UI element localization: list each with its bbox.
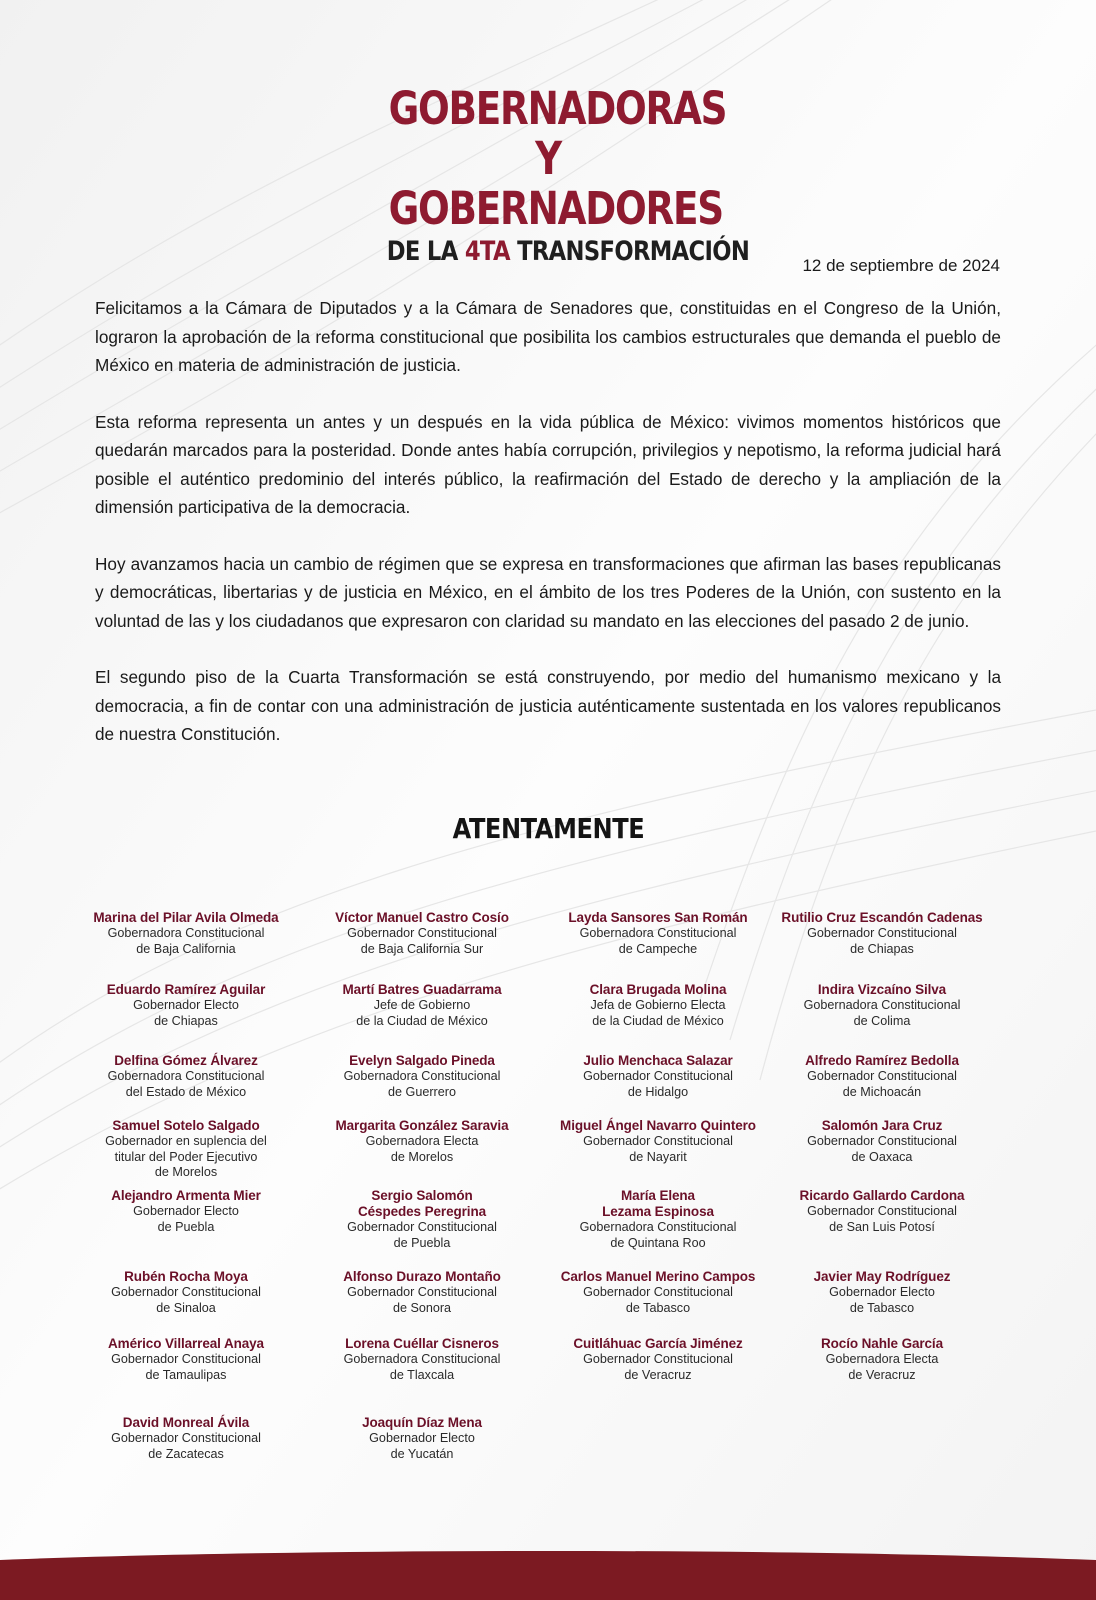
paragraph-3: Hoy avanzamos hacia un cambio de régimen que se expresa en transformaciones que afirman las bases republicanas y democráticas, libertarias y de justicia en México, en el ámbito de los tres Poderes de la Unión, con sustento en la voluntad de las y los ciudadanos que expresaron con claridad su mandato en las elecciones del pasado 2 de junio. <box>95 553 1001 631</box>
signatory-role: de Tamaulipas <box>145 1367 227 1382</box>
signatory-role: de Colima <box>853 1013 911 1028</box>
signatory-name: Eduardo Ramírez Aguilar <box>106 982 266 997</box>
signatory-role: titular del Poder Ejecutivo <box>114 1149 258 1164</box>
signatory-name: Alfonso Durazo Montaño <box>343 1269 501 1284</box>
signatory-name: Evelyn Salgado Pineda <box>349 1053 495 1068</box>
signatory-role: del Estado de México <box>125 1084 247 1099</box>
signatory-name: Rubén Rocha Moya <box>124 1269 248 1284</box>
signatory-name: Cuitláhuac García Jiménez <box>573 1336 743 1351</box>
signatory-role: Gobernador Constitucional <box>583 1134 733 1148</box>
signatory-role: de Oaxaca <box>851 1149 913 1164</box>
signatory <box>764 1053 1000 1100</box>
signatory-role: Gobernador Constitucional <box>583 1285 733 1299</box>
signatory-role: Gobernadora Constitucional <box>343 1352 501 1366</box>
signatory-role: Gobernadora Constitucional <box>803 998 961 1012</box>
signatory <box>540 1053 776 1100</box>
signatory-role: Gobernador Electo <box>369 1431 475 1445</box>
signatory <box>304 1336 540 1383</box>
signatory-role: de Michoacán <box>842 1084 922 1099</box>
signatory-role: Gobernador Constitucional <box>347 1220 497 1234</box>
signatory <box>68 1053 304 1100</box>
signatory-role: Gobernador Constitucional <box>807 1204 957 1218</box>
signatory <box>304 910 540 957</box>
signatory-name: Rocío Nahle García <box>821 1336 943 1351</box>
signatory <box>540 1336 776 1383</box>
signatory-role: Gobernadora Constitucional <box>579 926 737 940</box>
document-date: 12 de septiembre de 2024 <box>802 256 1000 275</box>
signatory-role: Gobernador Electo <box>133 1204 239 1218</box>
signatory-name: Indira Vizcaíno Silva <box>817 982 947 997</box>
signatory <box>540 1188 776 1251</box>
signatory <box>540 910 776 957</box>
signatory-role: Gobernadora Constitucional <box>579 1220 737 1234</box>
signatory <box>540 1269 776 1316</box>
signatory-role: de Tabasco <box>625 1300 691 1315</box>
signatory-name: Samuel Sotelo Salgado <box>112 1118 260 1133</box>
signatory-role: de Morelos <box>154 1165 218 1179</box>
signatory-role: de San Luis Potosí <box>829 1219 935 1234</box>
signatory-role: Gobernador Constitucional <box>347 1285 497 1299</box>
signatory-role: Gobernadora Electa <box>825 1352 939 1366</box>
signatory-role: de Nayarit <box>629 1149 687 1164</box>
signatory-role: Gobernador Constitucional <box>807 926 957 940</box>
signatory <box>68 1188 304 1235</box>
signatory-name: Lorena Cuéllar Cisneros <box>345 1336 499 1351</box>
signatory-role: de Tabasco <box>849 1300 915 1315</box>
signatory-role: de Baja California Sur <box>360 941 484 956</box>
signatory-name: Javier May Rodríguez <box>813 1269 951 1284</box>
signatory-role: Gobernador Constitucional <box>111 1431 261 1445</box>
signatory <box>68 1415 304 1462</box>
signatory <box>304 1188 540 1251</box>
paragraph-4: El segundo piso de la Cuarta Transformación se está construyendo, por medio del humanismo mexicano y la democracia, a fin de contar con una administración de justicia auténticamente sustentada en los valores republicanos de nuestra Constitución. <box>95 667 1001 744</box>
logo-line-1: GOBERNADORAS <box>388 82 727 135</box>
signatory-role: Gobernador Constitucional <box>111 1352 261 1366</box>
signatory-name: Martí Batres Guadarrama <box>342 982 502 997</box>
signatory-name: Marina del Pilar Avila Olmeda <box>93 910 279 925</box>
signatory-role: Gobernador Electo <box>829 1285 935 1299</box>
signatory <box>68 982 304 1029</box>
signatory-name: Delfina Gómez Álvarez <box>114 1053 258 1068</box>
logo-line-3-prefix: DE LA <box>386 236 465 267</box>
paragraph-1: Felicitamos a la Cámara de Diputados y a la Cámara de Senadores que, constituidas en el Congreso de la Unión, lograron la aprobación de la reforma constitucional que posibilita los cambios estructurales que demanda el pueblo de México en materia de administración de justicia. <box>95 298 1001 375</box>
signatory-role: Gobernador Constitucional <box>807 1069 957 1083</box>
signatory-role: Gobernador Constitucional <box>347 926 497 940</box>
signatory <box>764 982 1000 1029</box>
closing-text: ATENTAMENTE <box>452 812 644 845</box>
signatory-role: de Zacatecas <box>148 1446 224 1461</box>
signatory-name: Víctor Manuel Castro Cosío <box>335 910 509 925</box>
signatory-role: Gobernador Electo <box>133 998 239 1012</box>
signatory-name: Alfredo Ramírez Bedolla <box>805 1053 959 1068</box>
signatory-role: Gobernadora Electa <box>365 1134 479 1148</box>
signatory-role: de Hidalgo <box>627 1084 689 1099</box>
paragraph-2: Esta reforma representa un antes y un después en la vida pública de México: vivimos momentos históricos que quedarán marcados para la posteridad. Donde antes había corrupción, privilegios y nepotismo, la reforma judicial hará posible el auténtico predominio del interés público, la reafirmación del Estado de derecho y la ampliación de la dimensión participativa de la democracia. <box>95 411 1001 517</box>
signatory-role: Gobernador Constitucional <box>583 1069 733 1083</box>
signatory-role: de Guerrero <box>388 1084 456 1099</box>
signatory-name: Alejandro Armenta Mier <box>111 1188 261 1203</box>
signatory-role: de Campeche <box>618 941 698 956</box>
signatory <box>68 910 304 957</box>
signatory-role: de Sonora <box>392 1300 452 1315</box>
signatory-name: Joaquín Díaz Mena <box>362 1415 482 1430</box>
signatory-name: Salomón Jara Cruz <box>821 1118 943 1133</box>
signatory <box>764 1269 1000 1316</box>
signatory-name: Lezama Espinosa <box>602 1204 714 1219</box>
signatory <box>304 1053 540 1100</box>
signatory <box>68 1269 304 1316</box>
logo-line-2: Y GOBERNADORES <box>388 132 723 235</box>
footer-band <box>0 1540 1096 1600</box>
signatory-name: Miguel Ángel Navarro Quintero <box>560 1118 756 1133</box>
signatory <box>764 1118 1000 1165</box>
signatory-name: Sergio Salomón <box>371 1188 473 1203</box>
signatory <box>540 982 776 1029</box>
signatory-role: de Chiapas <box>850 941 914 956</box>
signatory <box>304 1269 540 1316</box>
signatory-role: Gobernadora Constitucional <box>107 1069 265 1083</box>
signatory-role: de Sinaloa <box>156 1300 216 1315</box>
signatory <box>540 1118 776 1165</box>
signatory-role: de Baja California <box>136 941 236 956</box>
signatory-role: de Tlaxcala <box>389 1367 455 1382</box>
logo-line-3-highlight: 4TA <box>464 236 510 267</box>
signatory-role: Gobernadora Constitucional <box>107 926 265 940</box>
signatory-role: Gobernadora Constitucional <box>343 1069 501 1083</box>
signatory-role: Gobernador en suplencia del <box>105 1134 267 1148</box>
signatory-name: Layda Sansores San Román <box>568 910 748 925</box>
logo-line-3-suffix: TRANSFORMACIÓN <box>509 236 750 267</box>
signatory-role: Gobernador Constitucional <box>583 1352 733 1366</box>
signatory-name: Rutilio Cruz Escandón Cadenas <box>781 910 983 925</box>
signatory <box>68 1336 304 1383</box>
signatory-role: de Veracruz <box>624 1367 692 1382</box>
signatory-name: Clara Brugada Molina <box>589 982 727 997</box>
signatory-name: Margarita González Saravia <box>335 1118 509 1133</box>
signatory-role: de Yucatán <box>390 1446 454 1461</box>
signatory-role: de la Ciudad de México <box>592 1013 724 1028</box>
signatory-role: de Morelos <box>390 1149 454 1164</box>
signatory-role: de Puebla <box>157 1219 215 1234</box>
signatory-name: Céspedes Peregrina <box>357 1204 486 1219</box>
signatory-role: de Chiapas <box>154 1013 218 1028</box>
signatory-name: María Elena <box>621 1188 695 1203</box>
signatory-role: de Puebla <box>393 1235 451 1250</box>
signatory <box>764 910 1000 957</box>
signatory-role: Jefe de Gobierno <box>373 998 471 1012</box>
signatory-role: de la Ciudad de México <box>356 1013 488 1028</box>
signatory-name: Carlos Manuel Merino Campos <box>560 1269 756 1284</box>
signatory <box>304 1118 540 1165</box>
signatory <box>764 1336 1000 1383</box>
signatory-role: Gobernador Constitucional <box>807 1134 957 1148</box>
signatory-name: Ricardo Gallardo Cardona <box>799 1188 965 1203</box>
signatory-role: de Quintana Roo <box>610 1235 706 1250</box>
signatory <box>68 1118 304 1181</box>
signatory-name: Américo Villarreal Anaya <box>108 1336 264 1351</box>
signatory-role: Jefa de Gobierno Electa <box>590 998 726 1012</box>
signatory-name: David Monreal Ávila <box>122 1415 250 1430</box>
signatory-role: de Veracruz <box>848 1367 916 1382</box>
signatory <box>304 1415 540 1462</box>
signatory <box>304 982 540 1029</box>
signatory-role: Gobernador Constitucional <box>111 1285 261 1299</box>
signatory-name: Julio Menchaca Salazar <box>583 1053 733 1068</box>
signatory <box>764 1188 1000 1235</box>
